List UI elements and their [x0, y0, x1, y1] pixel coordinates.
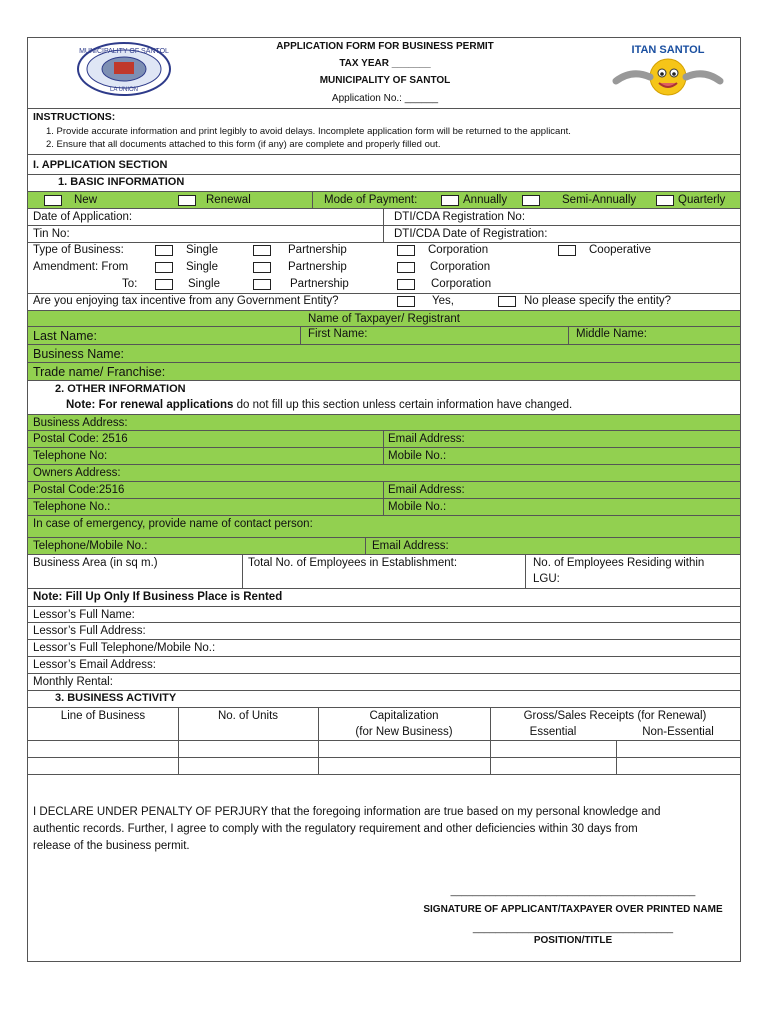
- taxpayer-heading-row: [28, 310, 740, 327]
- trade-name-row: [28, 363, 740, 381]
- signature-line[interactable]: ____________________________________________: [450, 886, 696, 897]
- from-partnership-label: Partnership: [288, 261, 347, 273]
- type-cooperative-checkbox[interactable]: [558, 245, 576, 256]
- emergency-telephone-label: Telephone/Mobile No.:: [33, 540, 148, 552]
- tax-incentive-no-checkbox[interactable]: [498, 296, 516, 307]
- from-single-label: Single: [186, 261, 218, 273]
- position-label: POSITION/TITLE: [533, 935, 613, 946]
- telephone-2-label: Telephone No.:: [33, 501, 111, 513]
- municipality-name: MUNICIPALITY OF SANTOL: [319, 75, 451, 86]
- dti-date-label: DTI/CDA Date of Registration:: [394, 228, 548, 240]
- lessor-note: Note: Fill Up Only If Business Place is Rented: [33, 591, 283, 603]
- amendment-from-label: Amendment: From: [33, 261, 129, 273]
- tin-label: Tin No:: [33, 228, 70, 240]
- new-label: New: [74, 194, 98, 206]
- taxpayer-heading: Name of Taxpayer/ Registrant: [308, 313, 460, 325]
- to-partnership-label: Partnership: [290, 278, 349, 290]
- type-partnership-label: Partnership: [288, 244, 347, 256]
- basic-information-heading: 1. BASIC INFORMATION: [58, 176, 185, 188]
- postal-email-row-1: [28, 431, 740, 448]
- name-row: [28, 327, 740, 345]
- amendment-to-label: To:: [122, 278, 138, 290]
- tin-row: [28, 226, 740, 243]
- annually-label: Annually: [463, 194, 508, 206]
- owners-address-label: Owners Address:: [33, 467, 121, 479]
- lessor-email-label: Lessor’s Email Address:: [33, 659, 156, 671]
- postal-email-row-2: [28, 482, 740, 499]
- business-address-row: [28, 414, 740, 431]
- renewal-note-bold: Note: For renewal applications: [66, 399, 234, 411]
- business-activity-heading: 3. BUSINESS ACTIVITY: [55, 692, 177, 704]
- form-page: [27, 37, 741, 962]
- renewal-label: Renewal: [206, 194, 251, 206]
- instruction-2: 2. Ensure that all documents attached to this form (if any) are complete and properly filled out.: [46, 139, 441, 150]
- signature-label: SIGNATURE OF APPLICANT/TAXPAYER OVER PRINTED NAME: [423, 904, 723, 915]
- no-of-units-header: No. of Units: [217, 710, 279, 722]
- declaration-line-3: release of the business permit.: [33, 840, 190, 852]
- to-single-checkbox[interactable]: [155, 279, 173, 290]
- other-information-heading: 2. OTHER INFORMATION: [55, 383, 186, 395]
- new-checkbox[interactable]: [44, 195, 62, 206]
- monthly-rental-label: Monthly Rental:: [33, 676, 113, 688]
- dti-registration-label: DTI/CDA Registration No:: [394, 211, 526, 223]
- business-activity-row-1[interactable]: [28, 741, 740, 758]
- mobile-2-label: Mobile No.:: [388, 501, 447, 513]
- business-activity-row-2[interactable]: [28, 758, 740, 775]
- last-name-label: Last Name:: [33, 329, 97, 343]
- employees-lgu-label-1: No. of Employees Residing within: [533, 557, 705, 569]
- employees-lgu-label-2: LGU:: [533, 573, 560, 585]
- application-section-heading: I. APPLICATION SECTION: [33, 159, 168, 171]
- business-address-label: Business Address:: [33, 417, 128, 429]
- date-of-application-label: Date of Application:: [33, 211, 133, 223]
- type-cooperative-label: Cooperative: [589, 244, 652, 256]
- semi-annually-checkbox[interactable]: [522, 195, 540, 206]
- municipal-seal-logo: [76, 41, 172, 97]
- postal-code-1-label: Postal Code: 2516: [33, 433, 128, 445]
- business-area-row: [28, 555, 740, 589]
- type-corporation-checkbox[interactable]: [397, 245, 415, 256]
- trade-name-label: Trade name/ Franchise:: [33, 365, 166, 379]
- mobile-1-label: Mobile No.:: [388, 450, 447, 462]
- capitalization-header: Capitalization: [369, 710, 439, 722]
- lessor-telephone-row: [28, 640, 740, 657]
- lessor-name-row: [28, 606, 740, 623]
- non-essential-header: Non-Essential: [642, 726, 714, 738]
- type-single-checkbox[interactable]: [155, 245, 173, 256]
- application-number: Application No.: ______: [331, 93, 439, 104]
- total-employees-label: Total No. of Employees in Establishment:: [248, 557, 458, 569]
- emergency-contact-row: [28, 516, 740, 538]
- lessor-telephone-label: Lessor’s Full Telephone/Mobile No.:: [33, 642, 216, 654]
- seal-text-top: MUNICIPALITY OF SANTOL: [79, 48, 169, 55]
- emergency-phone-email-row: [28, 538, 740, 555]
- from-corporation-label: Corporation: [430, 261, 491, 273]
- type-partnership-checkbox[interactable]: [253, 245, 271, 256]
- declaration-line-1: I DECLARE UNDER PENALTY OF PERJURY that the foregoing information are true based on my personal knowledge and: [33, 806, 661, 818]
- telephone-1-label: Telephone No:: [33, 450, 108, 462]
- essential-header: Essential: [529, 726, 577, 738]
- mascot-logo: [602, 41, 734, 101]
- renewal-checkbox[interactable]: [178, 195, 196, 206]
- tax-incentive-question: Are you enjoying tax incentive from any Government Entity?: [33, 295, 339, 307]
- quarterly-checkbox[interactable]: [656, 195, 674, 206]
- business-area-label: Business Area (in sq m.): [33, 557, 158, 569]
- semi-annually-label: Semi-Annually: [562, 194, 637, 206]
- business-activity-header-row: [28, 707, 740, 741]
- lessor-name-label: Lessor’s Full Name:: [33, 609, 135, 621]
- type-single-label: Single: [186, 244, 218, 256]
- mode-of-payment-label: Mode of Payment:: [324, 194, 418, 206]
- business-name-label: Business Name:: [33, 347, 125, 361]
- instructions-heading: INSTRUCTIONS:: [33, 111, 116, 123]
- to-partnership-checkbox[interactable]: [253, 279, 271, 290]
- emergency-contact-label: In case of emergency, provide name of contact person:: [33, 518, 313, 530]
- lessor-email-row: [28, 657, 740, 674]
- lessor-address-label: Lessor’s Full Address:: [33, 625, 146, 637]
- seal-text-bottom: LA UNION: [109, 87, 139, 93]
- emergency-email-label: Email Address:: [372, 540, 449, 552]
- lessor-address-row: [28, 623, 740, 640]
- mascot-text: ITAN SANTOL: [631, 44, 705, 56]
- renewal-note-text: do not fill up this section unless certain information have changed.: [233, 399, 573, 411]
- tax-incentive-yes-label: Yes,: [432, 295, 454, 307]
- postal-code-2-label: Postal Code:2516: [33, 484, 125, 496]
- to-corporation-checkbox[interactable]: [397, 279, 415, 290]
- application-type-row: [28, 191, 740, 209]
- telephone-mobile-row-2: [28, 499, 740, 516]
- tax-incentive-no-label: No please specify the entity?: [524, 295, 672, 307]
- telephone-mobile-row-1: [28, 448, 740, 465]
- owners-address-row: [28, 465, 740, 482]
- declaration-line-2: authentic records. Further, I agree to comply with the regulatory requirement and other deficiencies within 30 days from: [33, 823, 638, 835]
- tax-incentive-yes-checkbox[interactable]: [397, 296, 415, 307]
- annually-checkbox[interactable]: [441, 195, 459, 206]
- form-title: APPLICATION FORM FOR BUSINESS PERMIT: [276, 41, 494, 52]
- from-single-checkbox[interactable]: [155, 262, 173, 273]
- position-line[interactable]: ____________________________________: [472, 923, 674, 934]
- tax-year: TAX YEAR _______: [339, 58, 431, 69]
- first-name-label: First Name:: [308, 328, 368, 340]
- email-2-label: Email Address:: [388, 484, 465, 496]
- line-of-business-header: Line of Business: [60, 710, 146, 722]
- type-corporation-label: Corporation: [428, 244, 489, 256]
- type-of-business-label: Type of Business:: [33, 244, 124, 256]
- to-corporation-label: Corporation: [431, 278, 492, 290]
- monthly-rental-row: [28, 674, 740, 691]
- from-partnership-checkbox[interactable]: [253, 262, 271, 273]
- quarterly-label: Quarterly: [678, 194, 726, 206]
- capitalization-subheader: (for New Business): [355, 726, 453, 738]
- from-corporation-checkbox[interactable]: [397, 262, 415, 273]
- business-name-row: [28, 345, 740, 363]
- gross-sales-header: Gross/Sales Receipts (for Renewal): [523, 710, 707, 722]
- instruction-1: 1. Provide accurate information and print legibly to avoid delays. Incomplete application form will be returned to the applicant.: [46, 126, 571, 137]
- middle-name-label: Middle Name:: [576, 328, 647, 340]
- date-of-application-row: [28, 209, 740, 226]
- email-1-label: Email Address:: [388, 433, 465, 445]
- to-single-label: Single: [188, 278, 220, 290]
- renewal-note: [66, 399, 572, 411]
